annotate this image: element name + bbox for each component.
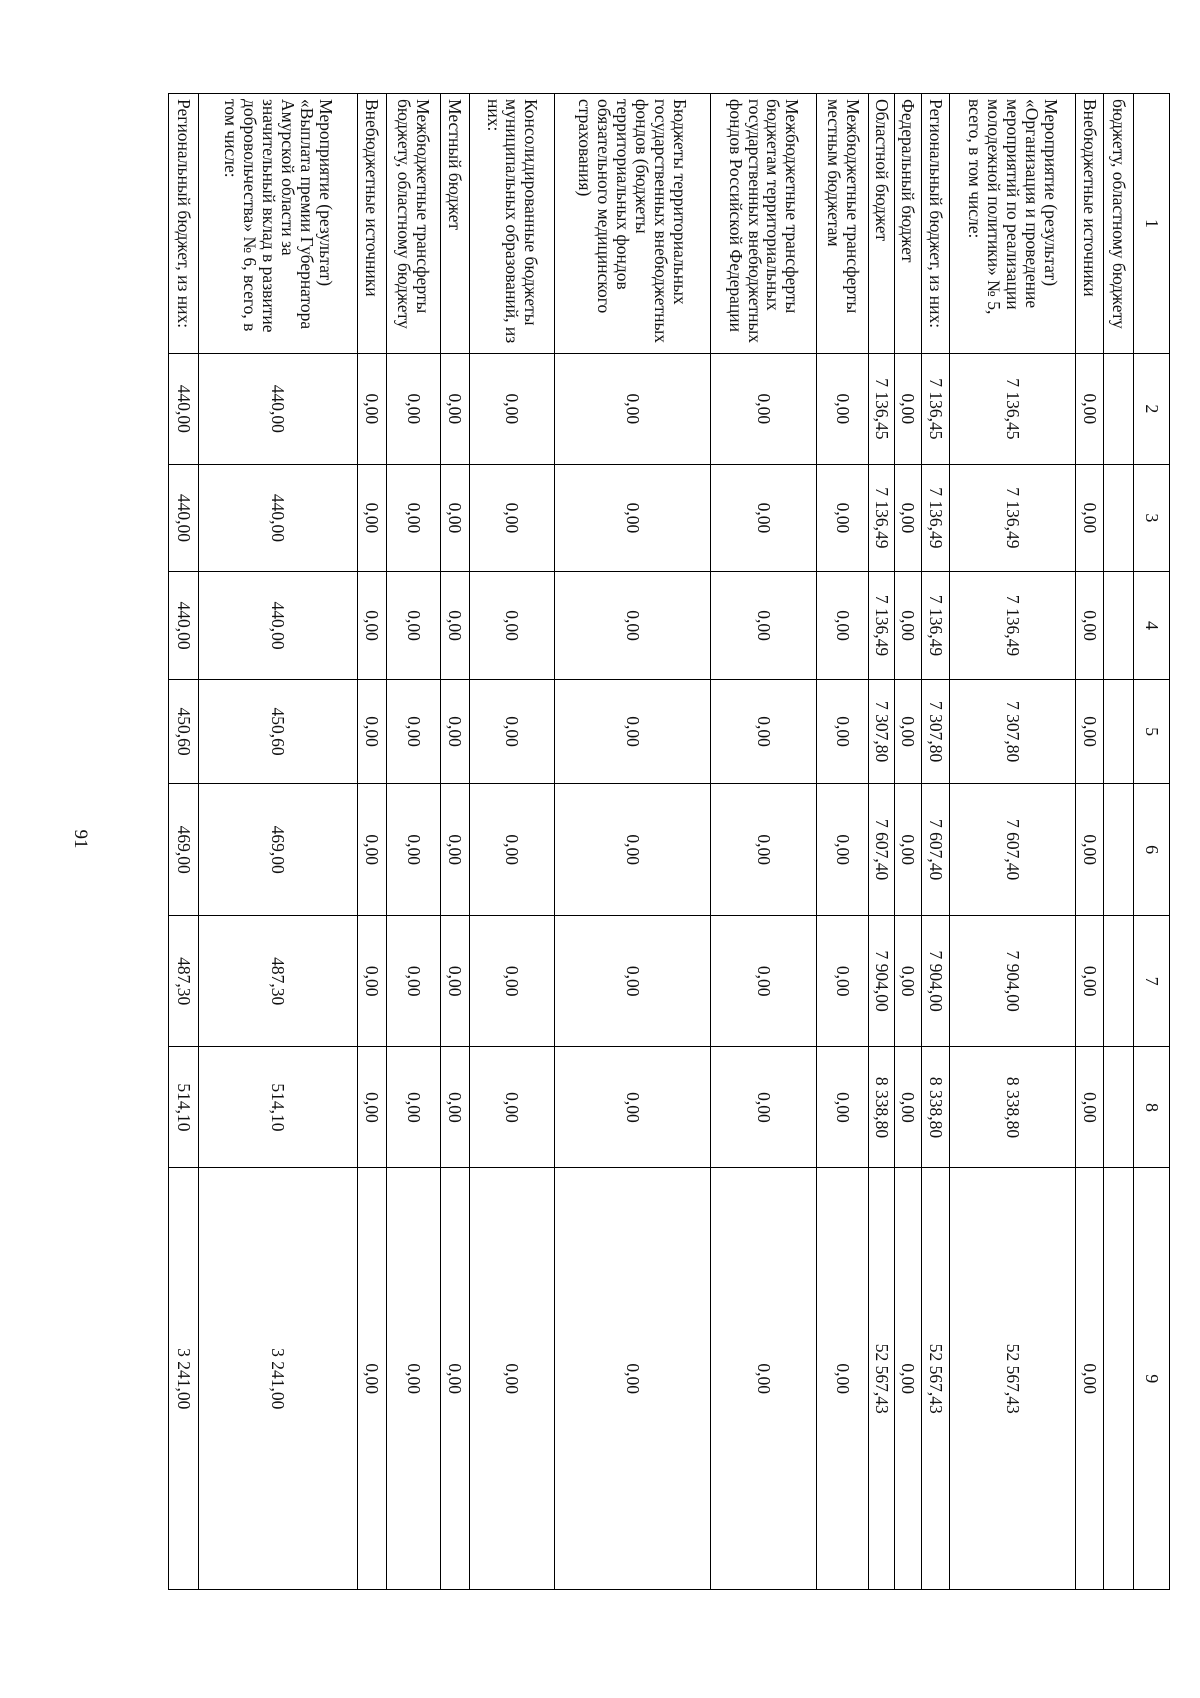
value-cell: 0,00 [386,1168,440,1590]
row-label: Мероприятие (результат) «Выплата премии Губернатора Амурской области за значительный вклад в развитие добровольчества» № 6, всего, в том числе: [198,94,357,354]
value-cell: 0,00 [895,679,921,784]
value-cell: 7 307,80 [869,679,895,784]
value-cell: 487,30 [198,915,357,1047]
table-row [869,94,895,1590]
value-cell: 7 136,49 [921,464,950,572]
value-cell: 7 607,40 [869,784,895,916]
value-cell [1104,1047,1134,1168]
row-label: Областной бюджет [869,94,895,354]
value-cell: 487,30 [169,915,199,1047]
value-cell: 0,00 [358,1168,387,1590]
value-cell: 0,00 [440,354,470,465]
value-cell [1104,679,1134,784]
table-row [554,94,710,1590]
table-row [198,94,357,1590]
value-cell: 0,00 [1075,1047,1104,1168]
value-cell: 0,00 [440,784,470,916]
column-header: 9 [1133,1168,1169,1590]
row-label: Консолидированные бюджеты муниципальных образований, из них: [470,94,555,354]
value-cell: 7 904,00 [921,915,950,1047]
budget-table-body [169,94,1170,1590]
value-cell: 0,00 [386,354,440,465]
value-cell: 0,00 [1075,572,1104,680]
value-cell [1104,1168,1134,1590]
value-cell: 0,00 [817,1047,869,1168]
value-cell: 0,00 [895,354,921,465]
table-row [710,94,817,1590]
value-cell: 0,00 [358,915,387,1047]
column-header: 4 [1133,572,1169,680]
value-cell: 0,00 [358,464,387,572]
value-cell: 0,00 [710,572,817,680]
value-cell: 440,00 [198,464,357,572]
value-cell: 514,10 [198,1047,357,1168]
value-cell [1104,354,1134,465]
value-cell: 0,00 [817,784,869,916]
row-label: Межбюджетные трансферты бюджетам территориальных государственных внебюджетных фондов Российской Федерации [710,94,817,354]
value-cell: 0,00 [1075,354,1104,465]
value-cell: 0,00 [554,572,710,680]
value-cell: 0,00 [470,354,555,465]
value-cell: 0,00 [895,464,921,572]
value-cell: 52 567,43 [869,1168,895,1590]
row-label: бюджету, областному бюджету [1104,94,1134,354]
value-cell: 0,00 [554,1168,710,1590]
value-cell: 8 338,80 [921,1047,950,1168]
value-cell: 440,00 [169,464,199,572]
row-label: Внебюджетные источники [1075,94,1104,354]
column-header: 2 [1133,354,1169,465]
value-cell: 440,00 [198,354,357,465]
value-cell: 0,00 [554,1047,710,1168]
value-cell: 0,00 [710,354,817,465]
value-cell: 0,00 [554,915,710,1047]
value-cell: 0,00 [710,679,817,784]
value-cell: 0,00 [386,464,440,572]
value-cell: 0,00 [386,679,440,784]
value-cell: 52 567,43 [950,1168,1075,1590]
table-row [1104,94,1134,1590]
row-label: Региональный бюджет, из них: [169,94,199,354]
table-row [895,94,921,1590]
value-cell: 7 136,49 [869,464,895,572]
rotated-page-area [169,93,1170,1590]
table-row [440,94,470,1590]
table-row [817,94,869,1590]
value-cell: 0,00 [358,354,387,465]
value-cell: 0,00 [470,915,555,1047]
value-cell: 0,00 [440,915,470,1047]
value-cell: 0,00 [440,464,470,572]
row-label: Региональный бюджет, из них: [921,94,950,354]
value-cell: 440,00 [198,572,357,680]
value-cell: 52 567,43 [921,1168,950,1590]
value-cell: 7 307,80 [921,679,950,784]
value-cell: 0,00 [710,1047,817,1168]
rotated-table-wrapper [169,93,1170,1590]
value-cell: 0,00 [710,1168,817,1590]
value-cell: 469,00 [169,784,199,916]
value-cell: 469,00 [198,784,357,916]
row-label: Межбюджетные трансферты бюджету, областному бюджету [386,94,440,354]
value-cell [1104,572,1134,680]
value-cell: 0,00 [817,464,869,572]
value-cell: 7 607,40 [921,784,950,916]
column-header: 3 [1133,464,1169,572]
value-cell: 440,00 [169,354,199,465]
value-cell: 0,00 [470,1168,555,1590]
value-cell: 0,00 [358,1047,387,1168]
value-cell: 0,00 [1075,784,1104,916]
table-row [921,94,950,1590]
value-cell: 0,00 [817,1168,869,1590]
value-cell: 0,00 [710,784,817,916]
value-cell: 0,00 [817,572,869,680]
value-cell: 0,00 [895,784,921,916]
value-cell: 0,00 [358,572,387,680]
value-cell: 0,00 [554,354,710,465]
value-cell: 0,00 [386,784,440,916]
value-cell: 0,00 [470,784,555,916]
value-cell: 0,00 [710,915,817,1047]
row-label: Мероприятие (результат) «Организация и проведение мероприятий по реализации молодежной политики» № 5, всего, в том числе: [950,94,1075,354]
value-cell: 0,00 [358,784,387,916]
value-cell: 7 136,45 [921,354,950,465]
column-header: 1 [1133,94,1169,354]
row-label: Межбюджетные трансферты местным бюджетам [817,94,869,354]
row-label: Федеральный бюджет [895,94,921,354]
value-cell: 7 136,49 [950,572,1075,680]
row-label: Внебюджетные источники [358,94,387,354]
value-cell: 7 136,49 [921,572,950,680]
value-cell: 0,00 [1075,915,1104,1047]
value-cell: 0,00 [710,464,817,572]
value-cell: 0,00 [440,572,470,680]
value-cell: 0,00 [1075,464,1104,572]
value-cell: 3 241,00 [198,1168,357,1590]
value-cell: 7 307,80 [950,679,1075,784]
value-cell: 0,00 [554,679,710,784]
table-row [169,94,199,1590]
row-label: Местный бюджет [440,94,470,354]
row-label: Бюджеты территориальных государственных внебюджетных фондов (бюджеты территориальных фондов обязательного медицинского страхования) [554,94,710,354]
value-cell: 0,00 [440,679,470,784]
value-cell: 440,00 [169,572,199,680]
value-cell: 0,00 [470,464,555,572]
value-cell: 0,00 [817,679,869,784]
value-cell: 0,00 [1075,679,1104,784]
value-cell: 0,00 [358,679,387,784]
value-cell: 0,00 [554,464,710,572]
value-cell: 7 904,00 [869,915,895,1047]
value-cell [1104,464,1134,572]
table-row [1075,94,1104,1590]
value-cell: 0,00 [470,572,555,680]
value-cell: 7 136,49 [950,464,1075,572]
value-cell: 0,00 [895,572,921,680]
table-row [950,94,1075,1590]
value-cell: 0,00 [817,354,869,465]
value-cell: 0,00 [895,1047,921,1168]
value-cell: 7 607,40 [950,784,1075,916]
budget-table [168,93,1170,1590]
value-cell: 0,00 [470,679,555,784]
value-cell: 0,00 [895,915,921,1047]
value-cell: 0,00 [440,1047,470,1168]
value-cell: 0,00 [386,572,440,680]
value-cell: 7 904,00 [950,915,1075,1047]
value-cell: 3 241,00 [169,1168,199,1590]
value-cell [1104,784,1134,916]
value-cell [1104,915,1134,1047]
value-cell: 0,00 [440,1168,470,1590]
column-header: 5 [1133,679,1169,784]
value-cell: 7 136,49 [869,572,895,680]
value-cell: 514,10 [169,1047,199,1168]
value-cell: 0,00 [470,1047,555,1168]
value-cell: 0,00 [1075,1168,1104,1590]
value-cell: 450,60 [198,679,357,784]
value-cell: 0,00 [554,784,710,916]
value-cell: 0,00 [386,915,440,1047]
value-cell: 7 136,45 [950,354,1075,465]
value-cell: 0,00 [386,1047,440,1168]
value-cell: 8 338,80 [869,1047,895,1168]
page-number: 91 [70,829,91,849]
value-cell: 8 338,80 [950,1047,1075,1168]
table-row [386,94,440,1590]
table-header-row [1133,94,1169,1590]
value-cell: 7 136,45 [869,354,895,465]
column-header: 8 [1133,1047,1169,1168]
value-cell: 450,60 [169,679,199,784]
table-row [470,94,555,1590]
value-cell: 0,00 [817,915,869,1047]
column-header: 6 [1133,784,1169,916]
value-cell: 0,00 [895,1168,921,1590]
table-row [358,94,387,1590]
column-header: 7 [1133,915,1169,1047]
